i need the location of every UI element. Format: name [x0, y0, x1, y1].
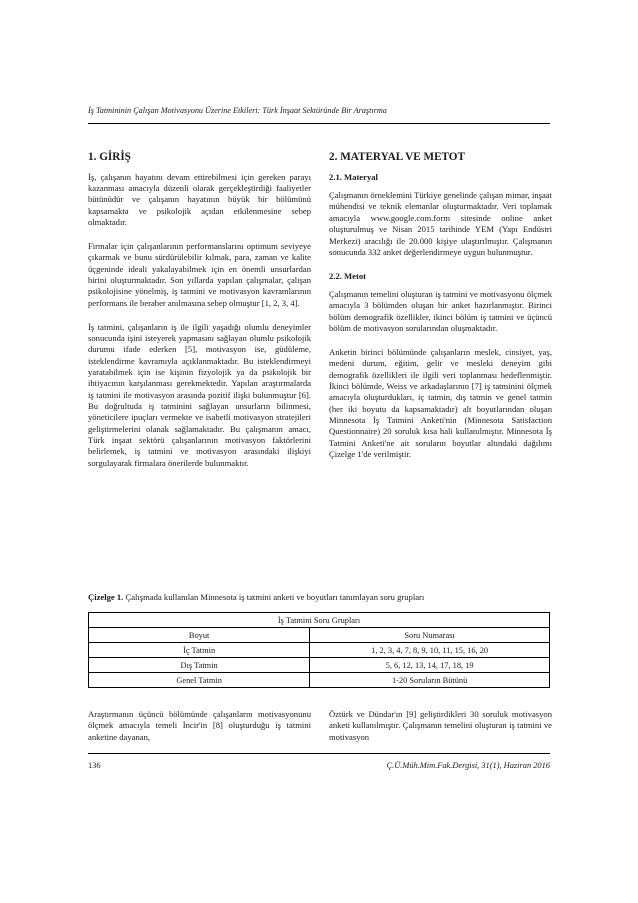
table-caption-label: Çizelge 1. — [88, 592, 124, 602]
table-header-dimension: Boyut — [89, 628, 310, 643]
page-number: 136 — [88, 761, 101, 770]
running-header: İş Tatmininin Çalışan Motivasyonu Üzerine Etkileri: Türk İnşaat Sektöründe Bir Araştırma — [88, 106, 387, 115]
table-cell-questions: 1-20 Soruların Bütünü — [310, 673, 550, 688]
intro-paragraph-2: Firmalar için çalışanlarının performanslarını optimum seviyeye çıkarmak ve bunu sürdürülebilir kılmak, para, zaman ve kalite üçgeninde ideali yakalayabilmek için en önemli unsurlardan birini oluşturmaktadır. Son yıllarda yapılan çalışmalar, çalışan psikolojisine yönelmiş, iş tatmini ve motivasyon kavramlarının performans ile beraber anılmasına sebep olmuştur [1, 2, 3, 4]. — [88, 241, 311, 308]
satisfaction-question-table — [88, 612, 550, 688]
header-rule — [88, 123, 550, 124]
table-title-row — [89, 613, 550, 628]
material-paragraph: Çalışmanın örneklemini Türkiye genelinde çalışan mimar, inşaat mühendisi ve teknik elemanlar oluşturmaktadır. Veri toplamak amacıyla www.google.com.form sitesinde online anket oluşturulmuş ve Nisan 2015 tarihinde YEM (Yapı Endüstri Merkezi) aracılığı ile 20.000 kişiye ulaştırılmıştır. Çalışmanın sonucunda 332 anket değerlendirmeye uygun bulunmuştur. — [329, 190, 552, 257]
table-cell-dimension: Dış Tatmin — [89, 658, 310, 673]
intro-paragraph-1: İş, çalışanın hayatını devam ettirebilmesi için gereken parayı kazanması amacıyla düzenli olarak gerçekleştirdiği faaliyetler bütünüdür ve çalışanın hayatının büyük bir bölümünü kapsamakta ve psikolojik açıdan etkilenmesine sebep olmaktadır. — [88, 171, 311, 228]
left-column — [88, 150, 311, 482]
method-paragraph-1: Çalışmanın temelini oluşturan iş tatmini ve motivasyonu ölçmek amacıyla 3 bölümden oluşan bir anket hazırlanmıştır. Birinci bölüm demografik özellikler, ikinci bölüm iş tatmini ve üçüncü bölüm de motivasyon sorularından oluşmaktadır. — [329, 289, 552, 334]
intro-paragraph-3: İş tatmini, çalışanların iş ile ilgili yaşadığı olumlu deneyimler sonucunda işini isteyerek yapmasını sağlayan olumlu psikolojik durumu ifade ederken [5], motivasyon ise, güdüleme, isteklendirme kavramıyla açıklanmaktadır. Bu isteklendirmeyi yaratabilmek için ise kişinin fizyolojik ya da psikolojik bir ihtiyacının karşılanması gerekmektedir. Yapılan araştırmalarda iş tatmini ile motivasyon arasında pozitif ilişki bulunmuştur [6]. Bu doğrultuda iş tatminini sağlayan unsurların bilinmesi, yöneticilere ipuçları vermekte ve isabetli motivasyon stratejileri geliştirmelerini olanak sağlamaktadır. Bu çalışmanın amacı, Türk inşaat sektörü çalışanlarının motivasyon faktörlerini belirlemek, iş tatmini ve motivasyon arasındaki ilişkiyi sorgulayarak firmalara önerilerde bulunmaktır. — [88, 321, 311, 468]
table-row — [89, 673, 550, 688]
method-paragraph-2: Anketin birinci bölümünde çalışanların meslek, cinsiyet, yaş, medeni durum, eğitim, gelir ve mesleki deneyim gibi demografik özellikleri ile ilgili veri toplanması hedeflenmiştir. İkinci bölümde, Weiss ve arkadaşlarının [7] iş tatminini ölçmek amacıyla oluşturdukları, iç tatmin, dış tatmin ve genel tatmin (her iki boyutu da kapsamaktadır) alt boyutlarından oluşan Minnesota İş Tatmini Anketi'nin (Minnesota Satisfaction Questionnaire) 20 soruluk kısa hali kullanılmıştır. Minnesota İş Tatmini Anketi'ne ait soruların boyutlar altındaki dağılımı Çizelge 1'de verilmiştir. — [329, 346, 552, 459]
table-row — [89, 643, 550, 658]
subsection-heading-method: 2.2. Metot — [329, 270, 366, 281]
table-header-question-number: Soru Numarası — [310, 628, 550, 643]
journal-citation: Ç.Ü.Müh.Mim.Fak.Dergisi, 31(1), Haziran 2016 — [386, 761, 550, 770]
table-cell-dimension: Genel Tatmin — [89, 673, 310, 688]
table-cell-dimension: İç Tatmin — [89, 643, 310, 658]
table-caption-text: Çalışmada kullanılan Minnesota iş tatmini anketi ve boyutları tanımlayan soru grupları — [125, 592, 425, 602]
bottom-left-paragraph: Araştırmanın üçüncü bölümünde çalışanların motivasyonunu ölçmek amacıyla temeli İncir'in [8] oluşturduğu iş tatmini anketine dayanan, — [88, 709, 311, 742]
table-row — [89, 658, 550, 673]
table-title: İş Tatmini Soru Grupları — [89, 613, 550, 628]
bottom-right-paragraph: Öztürk ve Dündar'ın [9] geliştirdikleri 30 soruluk motivasyon anketi kullanılmıştır. Çalışmanın temelini oluşturan iş tatmini ve motivasyon — [329, 709, 552, 742]
table-cell-questions: 5, 6, 12, 13, 14, 17, 18, 19 — [310, 658, 550, 673]
table-cell-questions: 1, 2, 3, 4, 7, 8, 9, 10, 11, 15, 16, 20 — [310, 643, 550, 658]
right-column — [329, 150, 552, 473]
footer-rule — [88, 753, 550, 754]
table-header-row — [89, 628, 550, 643]
subsection-heading-material: 2.1. Materyal — [329, 171, 378, 182]
table-caption — [88, 592, 558, 602]
section-heading-materials-methods: 2. MATERYAL VE METOT — [329, 151, 465, 163]
section-heading-introduction: 1. GİRİŞ — [88, 151, 131, 163]
